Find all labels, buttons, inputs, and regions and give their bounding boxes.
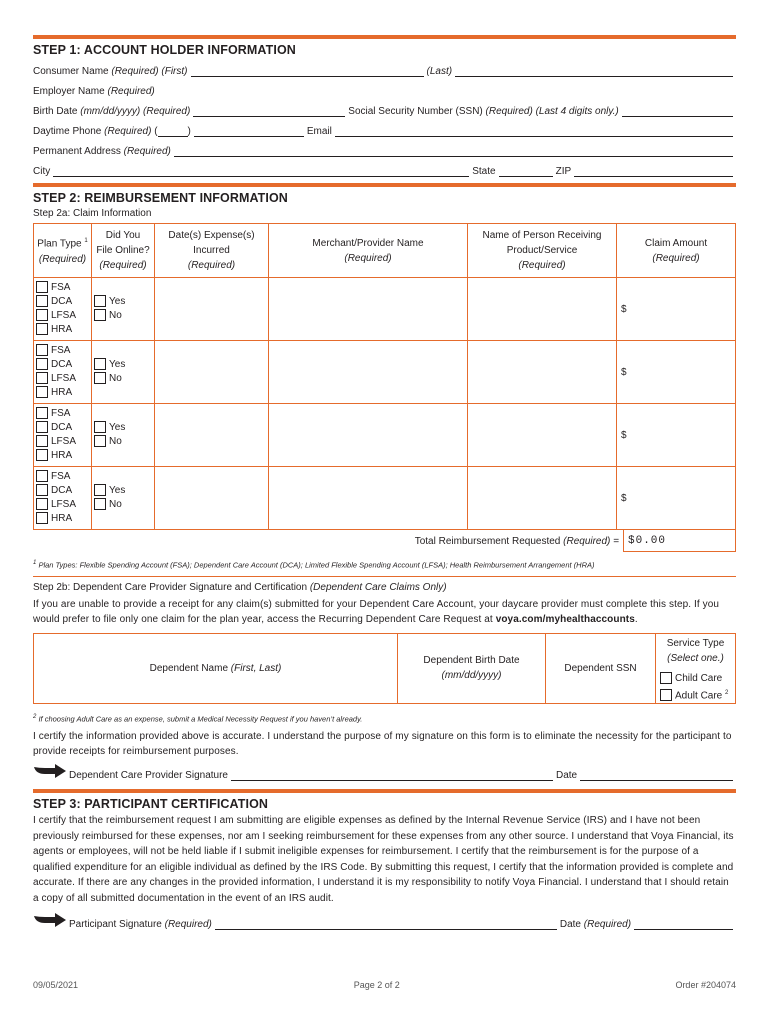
person-header bbox=[468, 224, 617, 278]
ssn-field[interactable] bbox=[622, 105, 733, 117]
step1-title: STEP 1: ACCOUNT HOLDER INFORMATION bbox=[33, 43, 296, 57]
certify-paragraph: I certify the information provided above is accurate. I understand the purpose of my signature on this form is to eliminate the necessity for the participant to provide receipts for reimbursement purposes. bbox=[33, 731, 732, 757]
file-online-cell bbox=[92, 467, 155, 530]
section-divider bbox=[33, 35, 736, 39]
file-online-label: No bbox=[109, 310, 122, 321]
step2-title: STEP 2: REIMBURSEMENT INFORMATION bbox=[33, 191, 288, 205]
arrow-icon bbox=[33, 763, 67, 781]
file-online-cell bbox=[92, 404, 155, 467]
dependent-table bbox=[33, 633, 736, 704]
plan-option-label: DCA bbox=[51, 296, 73, 307]
ssn-label: Social Security Number (SSN) bbox=[348, 106, 483, 117]
plan-option[interactable] bbox=[34, 372, 91, 386]
adult-sup: 2 bbox=[725, 689, 729, 696]
plan-option-label: DCA bbox=[51, 359, 73, 370]
dollar-sign: $ bbox=[621, 492, 627, 504]
email-label: Email bbox=[306, 126, 332, 137]
step3-paragraph: I certify that the reimbursement request I am submitting are eligible expenses as defined by the Internal Revenue Service (IRS) and I have not been previously reimbursed for these expenses, nor am I seeking reimbursement for these expenses from any other source. I understand that Voya Financial, its agents or employees, will not be held liable if I submit ineligible expenses for reimbursement. I certify that the reimbursement is for the purpose of a qualified expenditure for an eligible individual as defined by the IRS Code. By submitting this request, I certify that the information provided is complete and accurate. If there are any changes in the provided information, I understand it is my responsibility to notify Voya Financial. I understand that I should retain a copy of all submitted documentation in the event of an IRS audit. bbox=[33, 815, 734, 904]
claim-req: (Required) bbox=[652, 252, 700, 264]
claims-header-row bbox=[34, 224, 736, 278]
total-row bbox=[33, 530, 736, 552]
file-online-label: File Online? bbox=[96, 245, 150, 256]
person-cell[interactable] bbox=[468, 278, 617, 341]
plan-checkbox[interactable] bbox=[36, 421, 48, 433]
plan-option[interactable] bbox=[34, 512, 91, 526]
footer-page-number: Page 2 of 2 bbox=[353, 980, 400, 990]
dependent-header-row bbox=[34, 633, 736, 669]
participant-signature-field[interactable] bbox=[215, 918, 557, 930]
footnote-2 bbox=[33, 714, 736, 724]
plan-option-label: LFSA bbox=[51, 436, 77, 447]
birth-date-req: (mm/dd/yyyy) (Required) bbox=[80, 106, 191, 117]
zip-label: ZIP bbox=[555, 166, 572, 177]
merchant-cell[interactable] bbox=[269, 404, 468, 467]
employer-req: (Required) bbox=[107, 86, 155, 97]
service-type-header bbox=[656, 633, 736, 669]
adult-care-option[interactable] bbox=[658, 686, 735, 700]
file-online-checkbox[interactable] bbox=[94, 498, 106, 510]
file-online-label: Yes bbox=[109, 485, 126, 496]
state-label: State bbox=[472, 166, 496, 177]
dollar-sign: $ bbox=[621, 303, 627, 315]
employer-row bbox=[33, 77, 736, 97]
zip-field[interactable] bbox=[574, 165, 733, 177]
claim-amount-cell[interactable] bbox=[617, 341, 736, 404]
phone-email-row bbox=[33, 117, 736, 137]
plan-option[interactable] bbox=[34, 323, 91, 337]
file-online-option[interactable] bbox=[92, 435, 154, 449]
dependent-name-header bbox=[34, 633, 398, 703]
file-online-checkbox[interactable] bbox=[94, 372, 106, 384]
footnote-1-num: 1 bbox=[33, 560, 37, 566]
consumer-name-label: Consumer Name bbox=[33, 66, 109, 77]
first-name-field[interactable] bbox=[191, 65, 424, 77]
plan-req: (Required) bbox=[38, 253, 87, 265]
footnote-2-text: If choosing Adult Care as an expense, submit a Medical Necessity Request if you haven’t already. bbox=[38, 714, 363, 723]
ssn-req: (Required) (Last 4 digits only.) bbox=[485, 106, 619, 117]
step2b-subtitle bbox=[33, 582, 736, 593]
address-row bbox=[33, 137, 736, 157]
claim-header bbox=[617, 224, 736, 278]
person-label-1: Name of Person Receiving bbox=[482, 230, 602, 241]
footer-order-number: Order #204074 bbox=[675, 980, 736, 990]
plan-checkbox[interactable] bbox=[36, 435, 48, 447]
step2b-paragraph: If you are unable to provide a receipt for any claim(s) submitted for your Dependent Care Account, your daycare provider must complete this step. If you would prefer to file only one claim for the plan year, access the Recurring Dependent Care Request at voya.com/myhealthaccounts. bbox=[33, 598, 720, 625]
plan-type-cell bbox=[34, 467, 92, 530]
plan-option-label: HRA bbox=[51, 450, 73, 461]
section-divider bbox=[33, 183, 736, 187]
file-online-checkbox[interactable] bbox=[94, 309, 106, 321]
merchant-req: (Required) bbox=[344, 252, 392, 264]
step2a-subtitle: Step 2a: Claim Information bbox=[33, 208, 152, 219]
plan-option[interactable] bbox=[34, 421, 91, 435]
file-online-label: No bbox=[109, 436, 122, 447]
merchant-cell[interactable] bbox=[269, 467, 468, 530]
plan-checkbox[interactable] bbox=[36, 407, 48, 419]
file-online-checkbox[interactable] bbox=[94, 358, 106, 370]
file-req: (Required) bbox=[99, 260, 147, 271]
plan-checkbox[interactable] bbox=[36, 498, 48, 510]
adult-care-checkbox[interactable] bbox=[660, 689, 672, 701]
plan-option-label: DCA bbox=[51, 422, 73, 433]
step3-title: STEP 3: PARTICIPANT CERTIFICATION bbox=[33, 797, 269, 811]
file-online-label: Yes bbox=[109, 296, 126, 307]
plan-checkbox[interactable] bbox=[36, 323, 48, 335]
plan-checkbox[interactable] bbox=[36, 512, 48, 524]
file-online-option[interactable] bbox=[92, 484, 154, 498]
area-code-field[interactable] bbox=[158, 125, 188, 137]
file-online-header bbox=[92, 224, 155, 278]
file-online-option[interactable] bbox=[92, 358, 154, 372]
plan-option[interactable] bbox=[34, 470, 91, 484]
dates-req: (Required) bbox=[187, 260, 236, 271]
plan-option[interactable] bbox=[34, 449, 91, 463]
step2b-title: Step 2b: Dependent Care Provider Signature and Certification bbox=[33, 581, 308, 593]
plan-type-cell bbox=[34, 278, 92, 341]
service-type-label: Service Type bbox=[666, 638, 725, 650]
total-req: (Required) = bbox=[563, 535, 619, 547]
plan-checkbox[interactable] bbox=[36, 449, 48, 461]
plan-option[interactable] bbox=[34, 386, 91, 400]
plan-option-label: HRA bbox=[51, 513, 73, 524]
claim-amount-cell[interactable] bbox=[617, 467, 736, 530]
plan-checkbox[interactable] bbox=[36, 309, 48, 321]
claim-amount-cell[interactable] bbox=[617, 278, 736, 341]
plan-option-label: DCA bbox=[51, 485, 73, 496]
participant-date-label: Date bbox=[559, 919, 581, 930]
dependent-ssn-label: Dependent SSN bbox=[564, 662, 637, 674]
file-online-option[interactable] bbox=[92, 372, 154, 386]
voya-link[interactable]: voya.com/myhealthaccounts bbox=[495, 613, 635, 625]
file-online-cell bbox=[92, 278, 155, 341]
dependent-birth-label: Dependent Birth Date bbox=[423, 655, 520, 666]
dependent-name-italic: (First, Last) bbox=[230, 662, 282, 674]
provider-signature-row bbox=[33, 763, 736, 781]
provider-signature-field[interactable] bbox=[231, 769, 553, 781]
participant-date-req: (Required) bbox=[583, 919, 632, 930]
service-select-label: (Select one.) bbox=[667, 653, 724, 665]
merchant-header bbox=[269, 224, 468, 278]
plan-option-label: HRA bbox=[51, 324, 73, 335]
dollar-sign: $ bbox=[621, 366, 627, 378]
address-req: (Required) bbox=[123, 146, 171, 157]
plan-option[interactable] bbox=[34, 407, 91, 421]
arrow-icon bbox=[33, 912, 67, 930]
page-footer bbox=[33, 980, 736, 990]
plan-checkbox[interactable] bbox=[36, 358, 48, 370]
city-row bbox=[33, 157, 736, 177]
area-code-close: ) bbox=[187, 126, 191, 137]
child-care-checkbox[interactable] bbox=[660, 672, 672, 684]
address-label: Permanent Address bbox=[33, 146, 121, 157]
dates-label: Date(s) Expense(s) bbox=[168, 230, 255, 241]
provider-date-label: Date bbox=[555, 770, 578, 781]
step2b-text: If you are unable to provide a receipt for any claim(s) submitted for your Dependent Care Account, your daycare provider must complete this step. If you would prefer to file only one claim for the plan year, access the Recurring Dependent Care Request at bbox=[33, 598, 720, 625]
city-label: City bbox=[33, 166, 51, 177]
service-options bbox=[656, 669, 736, 703]
plan-option-label: LFSA bbox=[51, 499, 77, 510]
participant-signature-label: Participant Signature bbox=[69, 919, 162, 930]
plan-type-cell bbox=[34, 404, 92, 467]
file-online-checkbox[interactable] bbox=[94, 484, 106, 496]
thin-divider bbox=[33, 576, 736, 577]
participant-signature-req: (Required) bbox=[164, 919, 212, 930]
step2b-italic: (Dependent Care Claims Only) bbox=[309, 581, 447, 593]
plan-option[interactable] bbox=[34, 358, 91, 372]
file-online-option[interactable] bbox=[92, 309, 154, 323]
address-field[interactable] bbox=[174, 145, 733, 157]
plan-option[interactable] bbox=[34, 435, 91, 449]
plan-sup: 1 bbox=[84, 238, 88, 245]
plan-option-label: FSA bbox=[51, 282, 71, 293]
consumer-name-row bbox=[33, 57, 736, 77]
dollar-sign: $ bbox=[621, 429, 627, 441]
adult-care-label: Adult Care bbox=[675, 690, 723, 702]
file-online-checkbox[interactable] bbox=[94, 435, 106, 447]
person-cell[interactable] bbox=[468, 467, 617, 530]
incurred-label: Incurred bbox=[193, 245, 230, 256]
consumer-name-req: (Required) (First) bbox=[111, 66, 188, 77]
file-online-label: No bbox=[109, 373, 122, 384]
phone-label: Daytime Phone bbox=[33, 126, 102, 137]
dates-cell[interactable] bbox=[155, 467, 269, 530]
file-online-label: Yes bbox=[109, 359, 126, 370]
claim-row bbox=[34, 278, 736, 341]
plan-option[interactable] bbox=[34, 484, 91, 498]
plan-option-label: FSA bbox=[51, 408, 71, 419]
form-page bbox=[33, 35, 736, 930]
plan-option-label: FSA bbox=[51, 471, 71, 482]
claim-row bbox=[34, 404, 736, 467]
state-field[interactable] bbox=[499, 165, 553, 177]
plan-option-label: FSA bbox=[51, 345, 71, 356]
plan-option[interactable] bbox=[34, 309, 91, 323]
merchant-cell[interactable] bbox=[269, 341, 468, 404]
plan-checkbox[interactable] bbox=[36, 372, 48, 384]
phone-req: (Required) bbox=[104, 126, 152, 137]
dependent-birth-header bbox=[398, 633, 546, 703]
footer-date: 09/05/2021 bbox=[33, 980, 79, 990]
claim-label: Claim Amount bbox=[644, 237, 708, 249]
plan-checkbox[interactable] bbox=[36, 470, 48, 482]
dates-cell[interactable] bbox=[155, 278, 269, 341]
area-code-open: ( bbox=[154, 126, 158, 137]
plan-checkbox[interactable] bbox=[36, 281, 48, 293]
person-label-2: Product/Service bbox=[506, 245, 578, 256]
footnote-1-text: Plan Types: Flexible Spending Account (FSA); Dependent Care Account (DCA); Limited Flexible Spending Account (LFSA); Health Reimbursement Arrangement (HRA) bbox=[38, 560, 595, 570]
plan-checkbox[interactable] bbox=[36, 295, 48, 307]
plan-checkbox[interactable] bbox=[36, 484, 48, 496]
claim-row bbox=[34, 467, 736, 530]
person-cell[interactable] bbox=[468, 404, 617, 467]
plan-option[interactable] bbox=[34, 344, 91, 358]
provider-signature-label: Dependent Care Provider Signature bbox=[69, 770, 228, 781]
birth-date-field[interactable] bbox=[193, 105, 345, 117]
plan-option[interactable] bbox=[34, 295, 91, 309]
child-care-option[interactable] bbox=[658, 672, 735, 686]
file-online-label: No bbox=[109, 499, 122, 510]
phone-field[interactable] bbox=[194, 125, 304, 137]
provider-date-field[interactable] bbox=[580, 769, 733, 781]
plan-type-header bbox=[34, 224, 92, 278]
plan-checkbox[interactable] bbox=[36, 386, 48, 398]
person-cell[interactable] bbox=[468, 341, 617, 404]
file-online-cell bbox=[92, 341, 155, 404]
claim-row bbox=[34, 341, 736, 404]
dependent-ssn-header bbox=[546, 633, 656, 703]
dependent-name-label: Dependent Name bbox=[149, 662, 229, 674]
total-amount[interactable]: $0.00 bbox=[623, 530, 736, 552]
employer-label: Employer Name bbox=[33, 86, 105, 97]
merchant-label: Merchant/Provider Name bbox=[312, 237, 424, 249]
did-you-label: Did You bbox=[105, 230, 141, 241]
section-divider bbox=[33, 789, 736, 793]
city-field[interactable] bbox=[53, 165, 469, 177]
plan-type-label: Plan Type bbox=[37, 238, 82, 250]
dates-cell[interactable] bbox=[155, 404, 269, 467]
plan-option[interactable] bbox=[34, 498, 91, 512]
claims-table bbox=[33, 223, 736, 530]
plan-option-label: LFSA bbox=[51, 310, 77, 321]
participant-date-field[interactable] bbox=[634, 918, 733, 930]
email-field[interactable] bbox=[335, 125, 733, 137]
participant-signature-row bbox=[33, 912, 736, 930]
file-online-checkbox[interactable] bbox=[94, 295, 106, 307]
file-online-option[interactable] bbox=[92, 295, 154, 309]
last-name-field[interactable] bbox=[455, 65, 733, 77]
total-label: Total Reimbursement Requested bbox=[414, 535, 561, 547]
footnote-1 bbox=[33, 560, 736, 570]
last-name-label: (Last) bbox=[426, 66, 453, 77]
plan-option-label: HRA bbox=[51, 387, 73, 398]
plan-option[interactable] bbox=[34, 281, 91, 295]
dates-cell[interactable] bbox=[155, 341, 269, 404]
file-online-option[interactable] bbox=[92, 421, 154, 435]
plan-type-cell bbox=[34, 341, 92, 404]
person-req: (Required) bbox=[518, 260, 566, 271]
file-online-checkbox[interactable] bbox=[94, 421, 106, 433]
plan-option-label: LFSA bbox=[51, 373, 77, 384]
claim-amount-cell[interactable] bbox=[617, 404, 736, 467]
footnote-2-num: 2 bbox=[33, 713, 37, 720]
dependent-birth-fmt: (mm/dd/yyyy) bbox=[441, 670, 502, 681]
birth-date-label: Birth Date bbox=[33, 106, 78, 117]
merchant-cell[interactable] bbox=[269, 278, 468, 341]
plan-checkbox[interactable] bbox=[36, 344, 48, 356]
birth-ssn-row bbox=[33, 97, 736, 117]
child-care-label: Child Care bbox=[675, 672, 723, 684]
dates-header bbox=[155, 224, 269, 278]
file-online-label: Yes bbox=[109, 422, 126, 433]
file-online-option[interactable] bbox=[92, 498, 154, 512]
